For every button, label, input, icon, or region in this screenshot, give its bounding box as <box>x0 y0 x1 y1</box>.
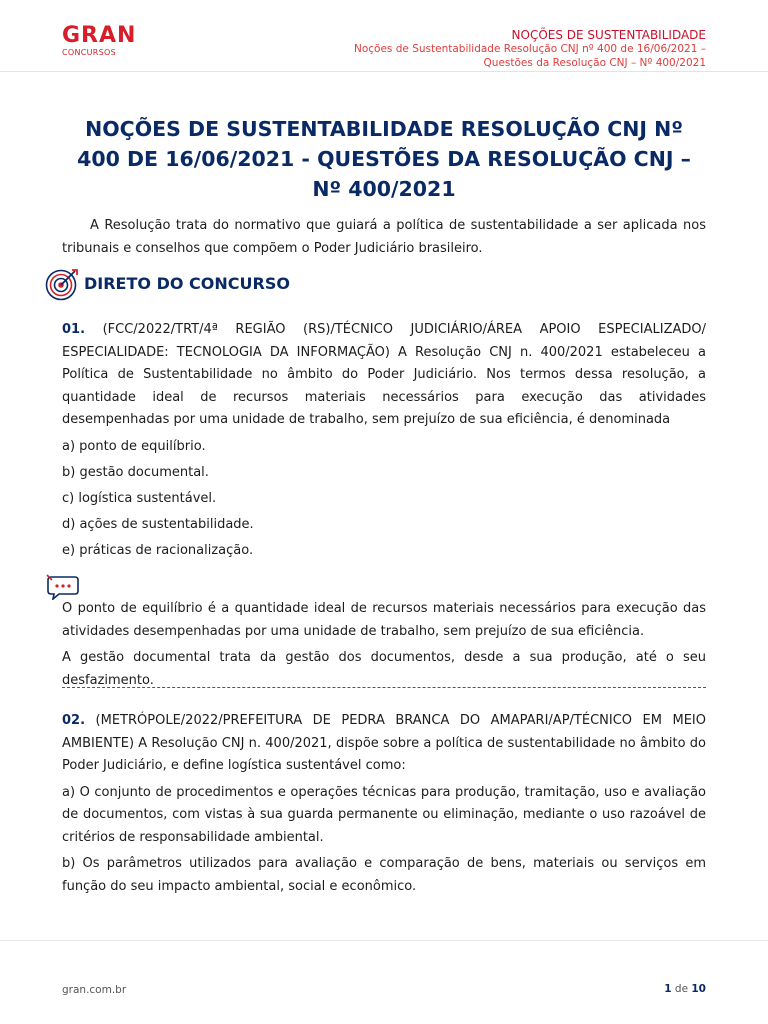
gran-concursos-logo[interactable] <box>62 23 142 58</box>
option-c: c) logística sustentável. <box>62 490 217 506</box>
document-title: NOÇÕES DE SUSTENTABILIDADE RESOLUÇÃO CNJ Nº 400 DE 16/06/2021 - QUESTÕES DA RESOLUÇÃO CNJ – Nº 400/2021 <box>77 117 691 201</box>
page-total: 10 <box>691 983 706 995</box>
footer-divider <box>0 940 768 941</box>
question-number: 01. <box>62 322 86 337</box>
footer-site-link[interactable]: gran.com.br <box>62 984 127 996</box>
chat-comment-icon <box>46 574 80 600</box>
section-header <box>44 266 344 304</box>
comment-paragraph-2: A gestão documental trata da gestão dos documentos, desde a sua produção, até o seu desfazimento. <box>62 650 706 688</box>
answer-comment <box>62 598 706 696</box>
option-e: e) práticas de racionalização. <box>62 542 254 558</box>
page-separator: de <box>671 983 692 995</box>
question-number: 02. <box>62 713 86 728</box>
header-subtitle-line-1: Noções de Sustentabilidade Resolução CNJ nº 400 de 16/06/2021 – <box>354 43 706 55</box>
question-1-statement <box>62 319 706 432</box>
header-subtitle-line-2: Questões da Resolução CNJ – Nº 400/2021 <box>483 57 706 69</box>
question-2 <box>62 710 706 902</box>
section-title: DIRETO DO CONCURSO <box>84 274 290 293</box>
logo-tagline: CONCURSOS <box>62 48 117 57</box>
question-2-statement <box>62 710 706 778</box>
page-current: 1 <box>664 983 672 995</box>
target-icon <box>44 266 80 302</box>
question-text: (FCC/2022/TRT/4ª REGIÃO (RS)/TÉCNICO JUDICIÁRIO/ÁREA APOIO ESPECIALIZADO/ ESPECIALIDADE: TECNOLOGIA DA INFORMAÇÃO) A Resolução CNJ n. 400/2021 estabeleceu a Política de Sustentabilidade no âmbito do Poder Judiciário. Nos termos dessa resolução, a quantidade ideal de recursos materiais necessários para execução das atividades desempenhadas por uma unidade de trabalho, sem prejuízo de sua eficiência, é denominada <box>62 322 706 427</box>
page-number <box>664 983 706 995</box>
intro-paragraph: A Resolução trata do normativo que guiará a política de sustentabilidade a ser aplicada nos tribunais e conselhos que compõem o Poder Judiciário brasileiro. <box>62 218 706 256</box>
option-a: a) O conjunto de procedimentos e operações técnicas para produção, tramitação, uso e avaliação de documentos, com vistas à sua guarda permanente ou eliminação, mediante o uso razoável de critérios de responsabilidade ambiental. <box>62 784 706 845</box>
header-title: NOÇÕES DE SUSTENTABILIDADE <box>511 28 706 42</box>
question-1 <box>62 319 706 566</box>
option-d: d) ações de sustentabilidade. <box>62 516 254 532</box>
logo-wordmark: GRAN <box>62 23 137 48</box>
page-header <box>0 0 768 72</box>
comment-paragraph-1: O ponto de equilíbrio é a quantidade ideal de recursos materiais necessários para execução das atividades desempenhadas por uma unidade de trabalho, sem prejuízo de sua eficiência. <box>62 601 706 639</box>
option-a: a) ponto de equilíbrio. <box>62 438 206 454</box>
header-running-title <box>276 28 706 70</box>
option-b: b) Os parâmetros utilizados para avaliação e comparação de bens, materiais ou serviços em função do seu impacto ambiental, social e econômico. <box>62 856 706 894</box>
option-b: b) gestão documental. <box>62 464 209 480</box>
question-text: (METRÓPOLE/2022/PREFEITURA DE PEDRA BRANCA DO AMAPARI/AP/TÉCNICO EM MEIO AMBIENTE) A Resolução CNJ n. 400/2021, dispõe sobre a política de sustentabilidade no âmbito do Poder Judiciário, e define logística sustentável como: <box>62 713 706 773</box>
dashed-separator <box>62 687 706 689</box>
